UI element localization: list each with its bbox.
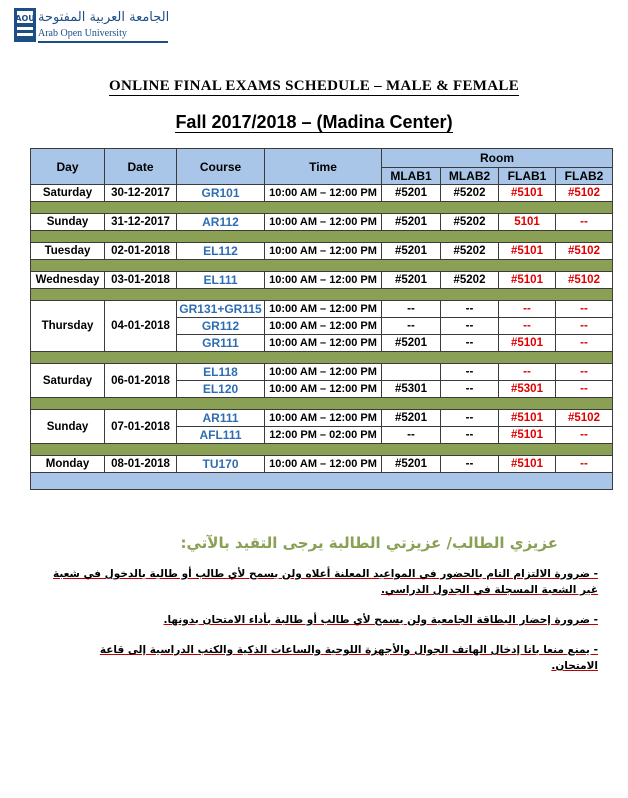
cell-room-mlab1: #5201 [382, 243, 441, 260]
cell-course: EL118 [177, 364, 265, 381]
cell-room-flab2: -- [556, 318, 613, 335]
table-row [31, 185, 613, 202]
cell-room-mlab2: #5202 [441, 214, 499, 231]
exam-schedule-table [30, 148, 613, 490]
cell-room-flab1: #5101 [499, 272, 556, 289]
notes-heading: عزيزي الطالب/ عزيزتي الطالبة يرجى التقيد بالآتي: [180, 534, 558, 552]
cell-time: 10:00 AM – 12:00 PM [265, 335, 382, 352]
page-title [0, 78, 628, 95]
cell-course: GR101 [177, 185, 265, 202]
cell-room-mlab1: #5201 [382, 335, 441, 352]
cell-time: 10:00 AM – 12:00 PM [265, 214, 382, 231]
note-item-2 [78, 612, 598, 628]
cell-room-mlab1: -- [382, 301, 441, 318]
table-row [31, 456, 613, 473]
cell-room-flab1: #5101 [499, 410, 556, 427]
cell-room-mlab1: -- [382, 427, 441, 444]
cell-room-mlab2: -- [441, 427, 499, 444]
cell-time: 10:00 AM – 12:00 PM [265, 301, 382, 318]
cell-course: GR131+GR115 [177, 301, 265, 318]
logo-underline [38, 41, 168, 43]
university-name-en: Arab Open University [38, 28, 127, 39]
aou-logo-icon [14, 8, 36, 42]
header-date: Date [105, 149, 177, 185]
note-item-3-text: - يمنع منعا باتا إدخال الهاتف الجوال والأجهزة اللوحية والساعات الذكية والكتب الدراسية إلى قاعة الامتحان. [99, 644, 598, 672]
page-subtitle-text: Fall 2017/2018 – (Madina Center) [175, 112, 453, 132]
header-course: Course [177, 149, 265, 185]
cell-time: 10:00 AM – 12:00 PM [265, 243, 382, 260]
cell-time: 10:00 AM – 12:00 PM [265, 364, 382, 381]
header-room-flab2: FLAB2 [556, 168, 613, 185]
separator-cell [31, 444, 613, 456]
table-row [31, 243, 613, 260]
cell-room-flab2: -- [556, 427, 613, 444]
day-separator [31, 202, 613, 214]
cell-course: GR112 [177, 318, 265, 335]
cell-room-flab1: #5301 [499, 381, 556, 398]
cell-course: AFL111 [177, 427, 265, 444]
cell-room-mlab1: #5301 [382, 381, 441, 398]
cell-room-flab1: #5101 [499, 185, 556, 202]
cell-room-mlab1: -- [382, 318, 441, 335]
cell-day: Saturday [31, 364, 105, 398]
cell-day: Monday [31, 456, 105, 473]
header-room: Room [382, 149, 613, 168]
day-separator [31, 231, 613, 243]
cell-room-mlab2: #5202 [441, 185, 499, 202]
cell-room-mlab2: #5202 [441, 272, 499, 289]
cell-time: 10:00 AM – 12:00 PM [265, 185, 382, 202]
separator-cell [31, 352, 613, 364]
cell-course: EL112 [177, 243, 265, 260]
cell-room-flab1: 5101 [499, 214, 556, 231]
cell-day: Wednesday [31, 272, 105, 289]
cell-room-flab2: -- [556, 364, 613, 381]
note-item-1-text: - ضرورة الالتزام التام بالحضور في المواعيد المعلنة أعلاه ولن يسمح لأي طالب أو طالبة بالدخول في شعبة غير الشعبة المسجلة في الجدول الدراسي. [52, 568, 598, 596]
note-item-3 [78, 642, 598, 674]
cell-date: 02-01-2018 [105, 243, 177, 260]
cell-room-flab2: -- [556, 301, 613, 318]
cell-room-mlab1: #5201 [382, 214, 441, 231]
cell-room-flab2: #5102 [556, 272, 613, 289]
cell-room-flab1: -- [499, 364, 556, 381]
cell-course: GR111 [177, 335, 265, 352]
cell-room-mlab2: -- [441, 364, 499, 381]
cell-time: 10:00 AM – 12:00 PM [265, 381, 382, 398]
cell-room-mlab2: -- [441, 301, 499, 318]
university-logo [14, 8, 170, 44]
cell-course: AR111 [177, 410, 265, 427]
header-room-flab1: FLAB1 [499, 168, 556, 185]
cell-room-flab2: -- [556, 381, 613, 398]
separator-cell [31, 202, 613, 214]
cell-room-flab1: #5101 [499, 335, 556, 352]
cell-course: EL120 [177, 381, 265, 398]
separator-cell [31, 289, 613, 301]
table-row [31, 272, 613, 289]
table-body [31, 185, 613, 490]
cell-room-mlab2: #5202 [441, 243, 499, 260]
cell-room-flab2: #5102 [556, 243, 613, 260]
day-separator [31, 260, 613, 272]
page-subtitle [0, 112, 628, 133]
cell-room-flab1: #5101 [499, 243, 556, 260]
cell-room-flab2: -- [556, 214, 613, 231]
cell-room-mlab1: #5201 [382, 410, 441, 427]
cell-day: Tuesday [31, 243, 105, 260]
logo-text: AOU [15, 14, 35, 23]
cell-course: AR112 [177, 214, 265, 231]
cell-room-mlab1: #5201 [382, 272, 441, 289]
cell-room-mlab2: -- [441, 456, 499, 473]
page-title-text: ONLINE FINAL EXAMS SCHEDULE – MALE & FEMALE [108, 78, 520, 94]
cell-room-mlab2: -- [441, 318, 499, 335]
cell-room-flab1: -- [499, 301, 556, 318]
table-end-bar [31, 473, 613, 490]
separator-cell [31, 231, 613, 243]
cell-date: 30-12-2017 [105, 185, 177, 202]
day-separator [31, 289, 613, 301]
note-item-1 [38, 566, 598, 598]
cell-room-flab1: -- [499, 318, 556, 335]
table-row [31, 364, 613, 381]
cell-room-flab2: #5102 [556, 410, 613, 427]
header-time: Time [265, 149, 382, 185]
cell-course: TU170 [177, 456, 265, 473]
cell-day: Thursday [31, 301, 105, 352]
header-room-mlab2: MLAB2 [441, 168, 499, 185]
cell-date: 04-01-2018 [105, 301, 177, 352]
separator-cell [31, 398, 613, 410]
header-room-mlab1: MLAB1 [382, 168, 441, 185]
cell-course: EL111 [177, 272, 265, 289]
cell-day: Saturday [31, 185, 105, 202]
day-separator [31, 352, 613, 364]
cell-date: 03-01-2018 [105, 272, 177, 289]
separator-cell [31, 473, 613, 490]
table-row [31, 301, 613, 318]
university-name-ar: الجامعة العربية المفتوحة [38, 10, 170, 25]
header-day: Day [31, 149, 105, 185]
cell-room-flab2: #5102 [556, 185, 613, 202]
table-row [31, 410, 613, 427]
day-separator [31, 444, 613, 456]
cell-date: 31-12-2017 [105, 214, 177, 231]
cell-date: 07-01-2018 [105, 410, 177, 444]
cell-time: 10:00 AM – 12:00 PM [265, 318, 382, 335]
cell-room-flab2: -- [556, 456, 613, 473]
cell-time: 12:00 PM – 02:00 PM [265, 427, 382, 444]
cell-day: Sunday [31, 214, 105, 231]
table-row [31, 214, 613, 231]
cell-room-mlab1 [382, 364, 441, 381]
note-item-2-text: - ضرورة إحضار البطاقة الجامعية ولن يسمح لأي طالب أو طالبة بأداء الامتحان بدونها. [163, 614, 598, 626]
cell-room-flab1: #5101 [499, 427, 556, 444]
cell-room-mlab2: -- [441, 410, 499, 427]
cell-date: 08-01-2018 [105, 456, 177, 473]
table-header-row [31, 149, 613, 168]
cell-time: 10:00 AM – 12:00 PM [265, 456, 382, 473]
cell-room-flab1: #5101 [499, 456, 556, 473]
cell-time: 10:00 AM – 12:00 PM [265, 272, 382, 289]
cell-time: 10:00 AM – 12:00 PM [265, 410, 382, 427]
cell-day: Sunday [31, 410, 105, 444]
cell-room-mlab2: -- [441, 381, 499, 398]
cell-date: 06-01-2018 [105, 364, 177, 398]
cell-room-mlab1: #5201 [382, 185, 441, 202]
cell-room-mlab1: #5201 [382, 456, 441, 473]
separator-cell [31, 260, 613, 272]
cell-room-mlab2: -- [441, 335, 499, 352]
day-separator [31, 398, 613, 410]
cell-room-flab2: -- [556, 335, 613, 352]
